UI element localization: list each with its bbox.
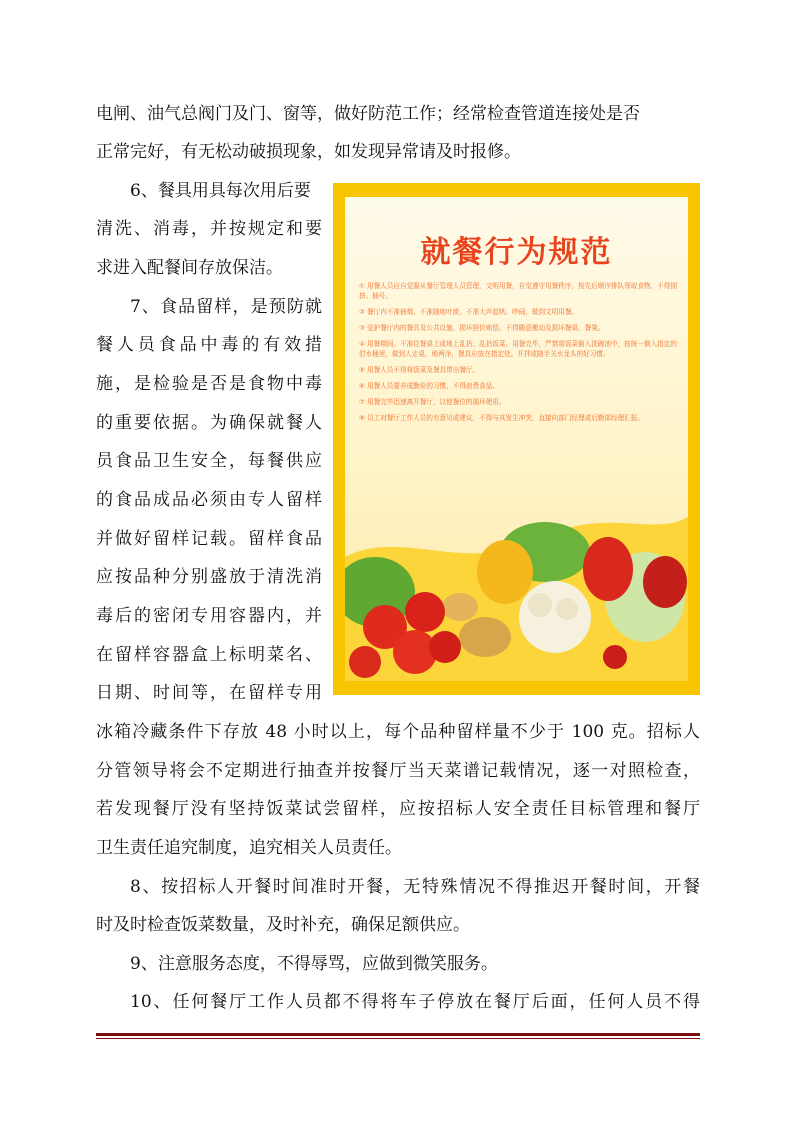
paragraph-line: 6、餐具用具每次用后要 xyxy=(130,181,311,201)
poster-title: 就餐行为规范 xyxy=(420,235,613,270)
paragraph-line: 冰箱冷藏条件下存放 48 小时以上，每个品种留样量不少于 100 克。招标人 xyxy=(96,722,700,742)
cauliflower-floret xyxy=(556,598,578,620)
tomato-icon xyxy=(349,646,381,678)
poster-panel xyxy=(345,197,688,681)
footer-divider-thin xyxy=(96,1038,700,1039)
poster-rule: ④ 用餐期间，不准往餐桌上或地上乱扔、乱扔饭菜。用餐完毕，严禁将饭菜倒入洗碗池中，按统一倒入指定的泔水桶里，做到人走桌、地两净，餐具应放在指定处。开拌或随手关水龙头的好习惯。 xyxy=(359,340,677,358)
red-pepper-icon xyxy=(583,537,633,601)
poster-rules xyxy=(359,281,677,429)
paragraph-line: 施，是检验是否是食物中毒 xyxy=(96,374,322,394)
poster-rule: ③ 爱护餐厅内的餐具及公共设施，损坏照价赔偿。不得随意搬动及损坏餐桌、餐凳。 xyxy=(359,324,605,332)
dining-rules-poster xyxy=(333,183,700,695)
paragraph-line: 求进入配餐间存放保洁。 xyxy=(96,258,283,278)
tomato-icon xyxy=(429,631,461,663)
cauliflower-icon xyxy=(519,581,591,653)
potato-icon xyxy=(442,593,478,621)
tomato-icon xyxy=(405,592,445,632)
poster-rule: ⑥ 用餐人员要养成勤俭的习惯，不得浪费食品。 xyxy=(359,382,499,390)
paragraph-line: 10、任何餐厅工作人员都不得将车子停放在餐厅后面，任何人员不得 xyxy=(130,992,700,1012)
paragraph-line: 的重要依据。为确保就餐人 xyxy=(96,413,322,433)
poster-rule: ⑧ 员工对餐厅工作人员的有意见或建议，不得与其发生冲突，直接向部门经理或后勤部经理汇报。 xyxy=(359,414,644,422)
paragraph-line: 正常完好，有无松动破损现象，如发现异常请及时报修。 xyxy=(96,142,521,162)
potato-icon xyxy=(459,617,511,657)
poster-rule: ⑦ 用餐完毕迅速离开餐厅，以便餐位的循环使用。 xyxy=(359,398,506,406)
paragraph-line: 若发现餐厅没有坚持饭菜试尝留样，应按招标人安全责任目标管理和餐厅 xyxy=(96,799,700,819)
paragraph-line: 9、注意服务态度，不得辱骂，应做到微笑服务。 xyxy=(130,954,498,974)
paragraph-line: 应按品种分别盛放于清洗消 xyxy=(96,567,322,587)
paragraph-line: 7、食品留样，是预防就 xyxy=(130,297,322,317)
vegetables-illustration xyxy=(345,497,688,681)
paragraph-line: 员食品卫生安全，每餐供应 xyxy=(96,451,322,471)
tomato-icon xyxy=(603,645,627,669)
paragraph-line: 电闸、油气总阀门及门、窗等，做好防范工作；经常检查管道连接处是否 xyxy=(96,104,640,124)
red-pepper-icon xyxy=(643,556,687,608)
paragraph-line: 清洗、消毒，并按规定和要 xyxy=(96,219,322,239)
paragraph-line: 分管领导将会不定期进行抽查并按餐厅当天菜谱记载情况，逐一对照检查， xyxy=(96,761,700,781)
paragraph-line: 的食品成品必须由专人留样 xyxy=(96,490,322,510)
cauliflower-floret xyxy=(528,593,552,617)
paragraph-line: 时及时检查饭菜数量，及时补充，确保足额供应。 xyxy=(96,915,470,935)
paragraph-line: 餐人员食品中毒的有效措 xyxy=(96,335,322,355)
poster-rule: ① 用餐人员应自觉服从餐厅管理人员管理，文明用餐，自觉遵守用餐秩序，按先后顺序排队领取食物，不得拥挤、插号。 xyxy=(359,282,677,300)
paragraph-line: 毒后的密闭专用容器内，并 xyxy=(96,606,322,626)
footer-divider xyxy=(96,1033,700,1036)
paragraph-line: 并做好留样记载。留样食品 xyxy=(96,529,322,549)
paragraph-line: 在留样容器盒上标明菜名、 xyxy=(96,645,322,665)
paragraph-line: 卫生责任追究制度，追究相关人员责任。 xyxy=(96,838,402,858)
yellow-pepper-icon xyxy=(477,540,533,604)
paragraph-line: 日期、时间等，在留样专用 xyxy=(96,683,322,703)
poster-rule: ⑤ 用餐人员不得将饭菜及餐具带出餐厅。 xyxy=(359,366,480,374)
poster-rule: ② 餐厅内不准抽烟、不准随地吐痰、不准大声起哄、吵闹，做到文明用餐。 xyxy=(359,308,579,316)
paragraph-line: 8、按招标人开餐时间准时开餐，无特殊情况不得推迟开餐时间，开餐 xyxy=(130,877,700,897)
